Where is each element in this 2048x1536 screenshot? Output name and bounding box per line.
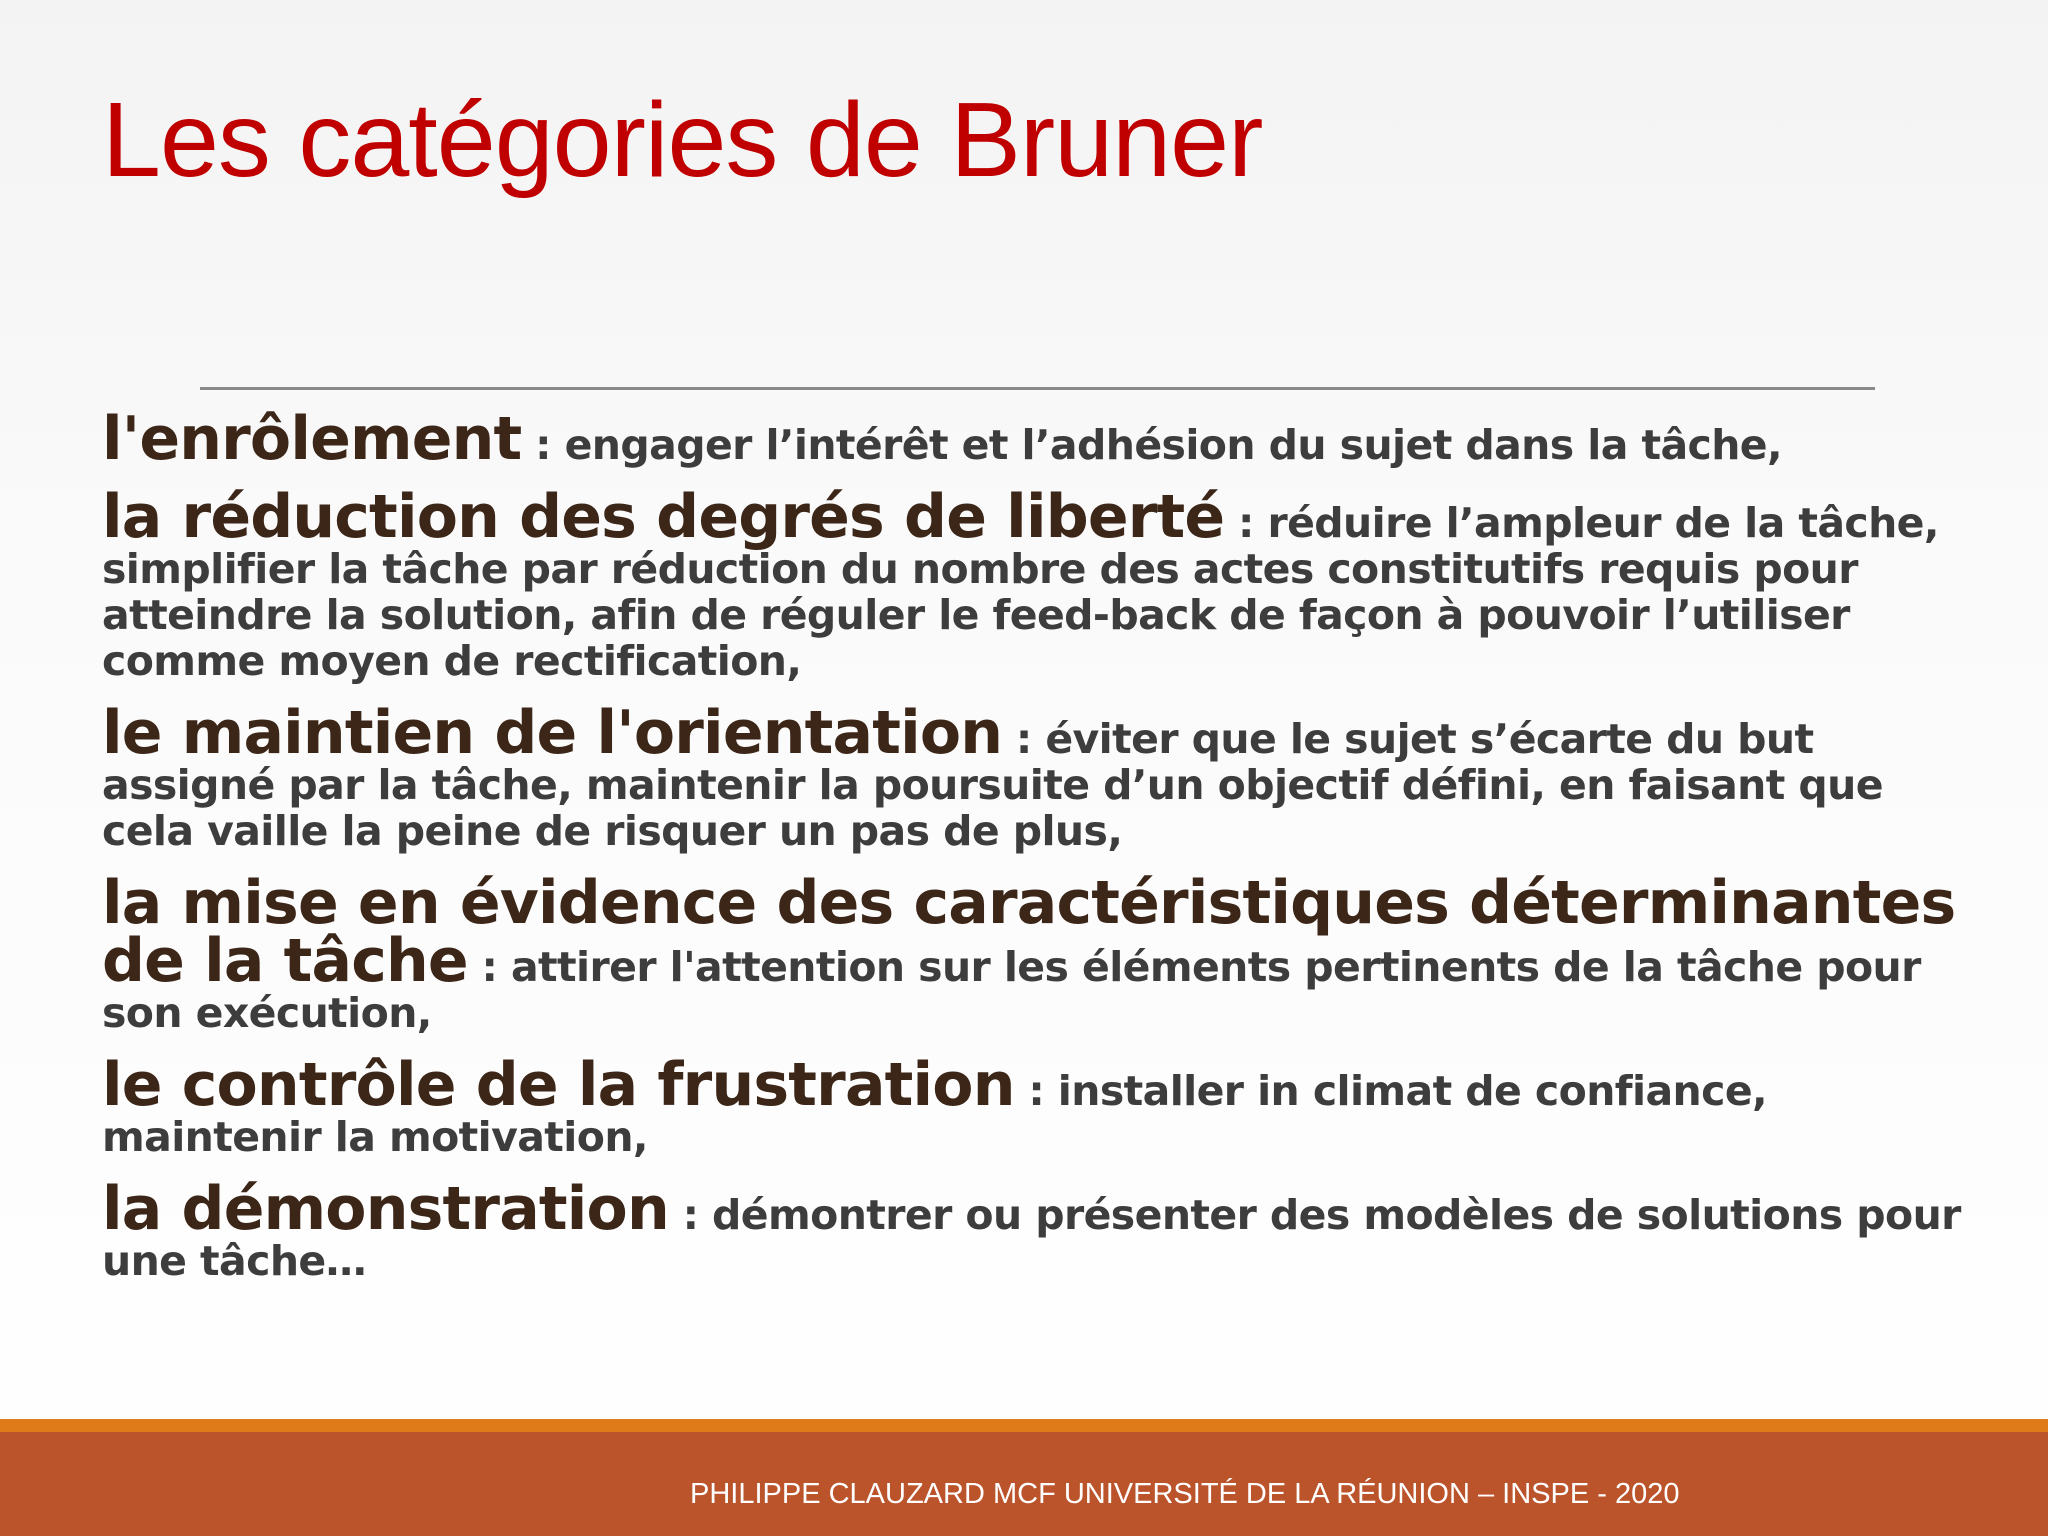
footer-text: PHILIPPE CLAUZARD MCF UNIVERSITÉ DE LA RÉUNION – INSPE - 2020 bbox=[690, 1478, 1680, 1510]
item-reduction-degres-liberte bbox=[102, 482, 1982, 685]
item-term: la mise en évidence des caractéristiques déterminantes de la tâche bbox=[102, 868, 1956, 996]
item-term: le maintien de l'orientation bbox=[102, 698, 1003, 768]
item-mise-en-evidence bbox=[102, 868, 1982, 1037]
footer-accent-bar bbox=[0, 1419, 2048, 1432]
item-term: le contrôle de la frustration bbox=[102, 1050, 1015, 1120]
item-term: l'enrôlement bbox=[102, 404, 522, 474]
slide-title: Les catégories de Bruner bbox=[102, 81, 1263, 199]
item-description: : engager l’intérêt et l’adhésion du sujet dans la tâche, bbox=[521, 421, 1782, 469]
item-controle-frustration bbox=[102, 1050, 1982, 1161]
item-description: : attirer l'attention sur les éléments pertinents de la tâche pour son exécution, bbox=[102, 943, 1921, 1037]
item-description: : éviter que le sujet s’écarte du but assigné par la tâche, maintenir la poursuite d’un objectif défini, en faisant que cela vaille la peine de risquer un pas de plus, bbox=[102, 715, 1883, 855]
item-demonstration bbox=[102, 1174, 1982, 1285]
content-area bbox=[102, 404, 1982, 1304]
item-description: : démontrer ou présenter des modèles de solutions pour une tâche… bbox=[102, 1191, 1961, 1285]
item-description: : installer in climat de confiance, maintenir la motivation, bbox=[102, 1067, 1768, 1161]
item-enrolement bbox=[102, 404, 1982, 474]
item-term: la réduction des degrés de liberté bbox=[102, 482, 1225, 552]
title-divider bbox=[200, 387, 1875, 390]
item-term: la démonstration bbox=[102, 1174, 669, 1244]
item-maintien-orientation bbox=[102, 698, 1982, 855]
item-description: : réduire l’ampleur de la tâche, simplifier la tâche par réduction du nombre des actes constitutifs requis pour atteindre la solution, afin de réguler le feed-back de façon à pouvoir l’utiliser comme moyen de rectification, bbox=[102, 499, 1939, 685]
